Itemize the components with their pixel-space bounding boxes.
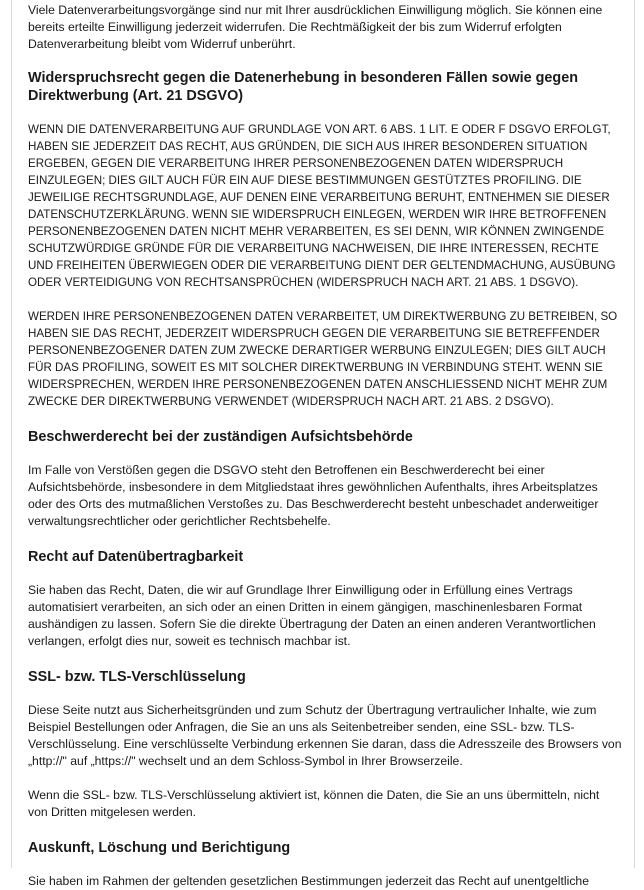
paragraph-beschwerderecht: Im Falle von Verstößen gegen die DSGVO steht den Betroffenen ein Beschwerderecht bei einer Aufsichtsbehörde, insbesondere in dem Mitgliedstaat ihres gewöhnlichen Aufenthalts, ihres Arbeitsplatzes oder des Orts des mutmaßlichen Verstoßes zu. Das Beschwerderecht besteht unbeschadet anderweitiger verwaltungsrechtlicher oder gerichtlicher Rechtsbehelfe.: [28, 463, 599, 528]
paragraph-ssl-tls-1: Diese Seite nutzt aus Sicherheitsgründen und zum Schutz der Übertragung vertraulicher Inhalte, wie zum Beispiel Bestellungen oder Anfragen, die Sie an uns als Seitenbetreiber senden, eine SSL- bzw. TLS-Verschlüsselung. Eine verschlüsselte Verbindung erkennen Sie daran, dass die Adresszeile des Browsers von „http://" auf „https://" wechselt und an dem Schloss-Symbol in Ihrer Browserzeile.: [28, 703, 622, 768]
paragraph-widerspruch-1: WENN DIE DATENVERARBEITUNG AUF GRUNDLAGE VON ART. 6 ABS. 1 LIT. E ODER F DSGVO ERFOLGT, HABEN SIE JEDERZEIT DAS RECHT, AUS GRÜNDEN, DIE SICH AUS IHRER BESONDEREN SITUATION ERGEBEN, GEGEN DIE VERARBEITUNG IHRER PERSONENBEZOGENEN DATEN WIDERSPRUCH EINZULEGEN; DIES GILT AUCH FÜR EIN AUF DIESE BESTIMMUNGEN GESTÜTZTES PROFILING. DIE JEWEILIGE RECHTSGRUNDLAGE, AUF DENEN EINE VERARBEITUNG BERUHT, ENTNEHMEN SIE DIESER DATENSCHUTZERKLÄRUNG. WENN SIE WIDERSPRUCH EINLEGEN, WERDEN WIR IHRE BETROFFENEN PERSONENBEZOGENEN DATEN NICHT MEHR VERARBEITEN, ES SEI DENN, WIR KÖNNEN ZWINGENDE SCHUTZWÜRDIGE GRÜNDE FÜR DIE VERARBEITUNG NACHWEISEN, DIE IHRE INTERESSEN, RECHTE UND FREIHEITEN ÜBERWIEGEN ODER DIE VERARBEITUNG DIENT DER GELTENDMACHUNG, AUSÜBUNG ODER VERTEIDIGUNG VON RECHTSANSPRÜCHEN (WIDERSPRUCH NACH ART. 21 ABS. 1 DSGVO).: [28, 123, 616, 289]
heading-ssl-tls: SSL- bzw. TLS-Verschlüsselung: [28, 669, 246, 685]
heading-widerspruchsrecht: Widerspruchsrecht gegen die Datenerhebung in besonderen Fällen sowie gegen Direktwerbung (Art. 21 DSGVO): [28, 70, 579, 104]
heading-beschwerderecht: Beschwerderecht bei der zuständigen Aufsichtsbehörde: [28, 429, 413, 445]
paragraph-ssl-tls-2: Wenn die SSL- bzw. TLS-Verschlüsselung aktiviert ist, können die Daten, die Sie an uns übermitteln, nicht von Dritten mitgelesen werden.: [28, 788, 600, 819]
paragraph-auskunft: Sie haben im Rahmen der geltenden gesetzlichen Bestimmungen jederzeit das Recht auf unentgeltliche: [28, 874, 589, 888]
paragraph-widerspruch-2: WERDEN IHRE PERSONENBEZOGENEN DATEN VERARBEITET, UM DIREKTWERBUNG ZU BETREIBEN, SO HABEN SIE DAS RECHT, JEDERZEIT WIDERSPRUCH GEGEN DIE VERARBEITUNG SIE BETREFFENDER PERSONENBEZOGENER DATEN ZUM ZWECKE DERARTIGER WERBUNG EINZULEGEN; DIES GILT AUCH FÜR DAS PROFILING, SOWEIT ES MIT SOLCHER DIREKTWERBUNG IN VERBINDUNG STEHT. WENN SIE WIDERSPRECHEN, WERDEN IHRE PERSONENBEZOGENEN DATEN ANSCHLIESSEND NICHT MEHR ZUM ZWECKE DER DIREKTWERBUNG VERWENDET (WIDERSPRUCH NACH ART. 21 ABS. 2 DSGVO).: [28, 310, 618, 408]
intro-paragraph: Viele Datenverarbeitungsvorgänge sind nur mit Ihrer ausdrücklichen Einwilligung möglich. Sie können eine bereits erteilte Einwilligung jederzeit widerrufen. Die Rechtmäßigkeit der bis zum Widerruf erfolgten Datenverarbeitung bleibt vom Widerruf unberührt.: [28, 3, 603, 51]
paragraph-datenuebertragbarkeit: Sie haben das Recht, Daten, die wir auf Grundlage Ihrer Einwilligung oder in Erfüllung eines Vertrags automatisiert verarbeiten, an sich oder an einen Dritten in einem gängigen, maschinenlesbaren Format aushändigen zu lassen. Sofern Sie die direkte Übertragung der Daten an einen anderen Verantwortlichen verlangen, erfolgt dies nur, soweit es technisch machbar ist.: [28, 583, 596, 648]
heading-datenuebertragbarkeit: Recht auf Datenübertragbarkeit: [28, 549, 244, 565]
heading-auskunft: Auskunft, Löschung und Berichtigung: [28, 840, 291, 856]
